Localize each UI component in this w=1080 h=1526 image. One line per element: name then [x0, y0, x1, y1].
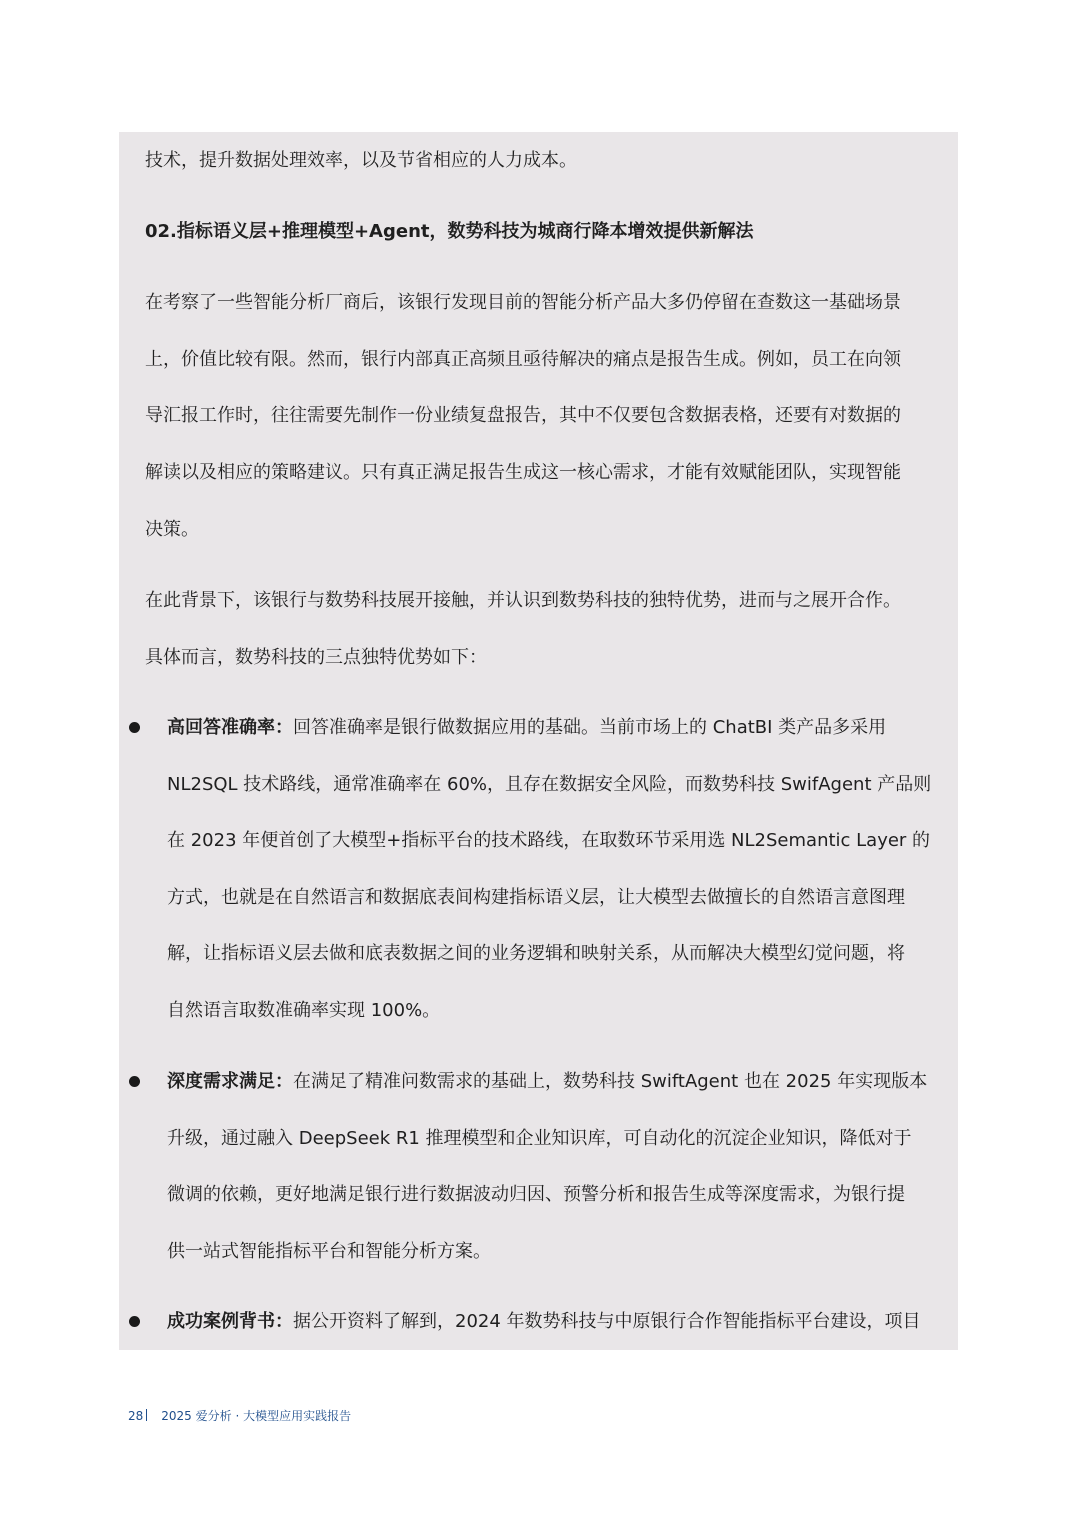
bullet-line: 供一站式智能指标平台和智能分析方案。 [167, 1241, 491, 1262]
bullet-first-line [167, 1069, 927, 1095]
page-number: 28 [128, 1409, 144, 1423]
bullet-first-line [167, 715, 886, 741]
page-footer [128, 1408, 351, 1424]
bullet-title: 高回答准确率： [167, 717, 293, 738]
bullet-line: 解，让指标语义层去做和底表数据之间的业务逻辑和映射关系，从而解决大模型幻觉问题，将 [167, 943, 905, 964]
paragraph1-line: 决策。 [145, 519, 199, 540]
bullet-line: 方式，也就是在自然语言和数据底表间构建指标语义层，让大模型去做擅长的自然语言意图理 [167, 887, 905, 908]
paragraph2-line: 在此背景下，该银行与数势科技展开接触，并认识到数势科技的独特优势，进而与之展开合作。 [145, 590, 901, 611]
bullet-text: 在满足了精准问数需求的基础上，数势科技 SwiftAgent 也在 2025 年实现版本 [293, 1071, 928, 1092]
paragraph1-line: 导汇报工作时，往往需要先制作一份业绩复盘报告，其中不仅要包含数据表格，还要有对数据的 [145, 405, 901, 426]
bullet-text: 回答准确率是银行做数据应用的基础。当前市场上的 ChatBI 类产品多采用 [293, 717, 887, 738]
paragraph1-line: 上，价值比较有限。然而，银行内部真正高频且亟待解决的痛点是报告生成。例如，员工在向领 [145, 349, 901, 370]
bullet-dot [129, 1316, 140, 1327]
bullet-line: 升级，通过融入 DeepSeek R1 推理模型和企业知识库，可自动化的沉淀企业知识，降低对于 [167, 1128, 912, 1149]
bullet-text: 据公开资料了解到，2024 年数势科技与中原银行合作智能指标平台建设，项目 [293, 1311, 921, 1332]
bullet-title: 深度需求满足： [167, 1071, 293, 1092]
bullet-dot [129, 1076, 140, 1087]
paragraph1-line: 解读以及相应的策略建议。只有真正满足报告生成这一核心需求，才能有效赋能团队，实现智能 [145, 462, 901, 483]
bullet-title: 成功案例背书： [167, 1311, 293, 1332]
footer-separator [146, 1409, 147, 1421]
bullet-dot [129, 722, 140, 733]
intro-line: 技术，提升数据处理效率，以及节省相应的人力成本。 [145, 150, 577, 171]
report-title: 2025 爱分析 · 大模型应用实践报告 [161, 1409, 352, 1423]
paragraph1-line: 在考察了一些智能分析厂商后，该银行发现目前的智能分析产品大多仍停留在查数这一基础场景 [145, 292, 901, 313]
bullet-line: 自然语言取数准确率实现 100%。 [167, 1000, 441, 1021]
section-heading: 02.指标语义层+推理模型+Agent，数势科技为城商行降本增效提供新解法 [145, 221, 754, 242]
bullet-line: 微调的依赖，更好地满足银行进行数据波动归因、预警分析和报告生成等深度需求，为银行提 [167, 1184, 905, 1205]
bullet-line: 在 2023 年便首创了大模型+指标平台的技术路线，在取数环节采用选 NL2Semantic Layer 的 [167, 830, 931, 851]
case-study-box [119, 132, 958, 1350]
paragraph2-line: 具体而言，数势科技的三点独特优势如下： [145, 647, 487, 668]
bullet-first-line [167, 1309, 921, 1335]
bullet-line: NL2SQL 技术路线，通常准确率在 60%，且存在数据安全风险，而数势科技 SwifAgent 产品则 [167, 774, 932, 795]
